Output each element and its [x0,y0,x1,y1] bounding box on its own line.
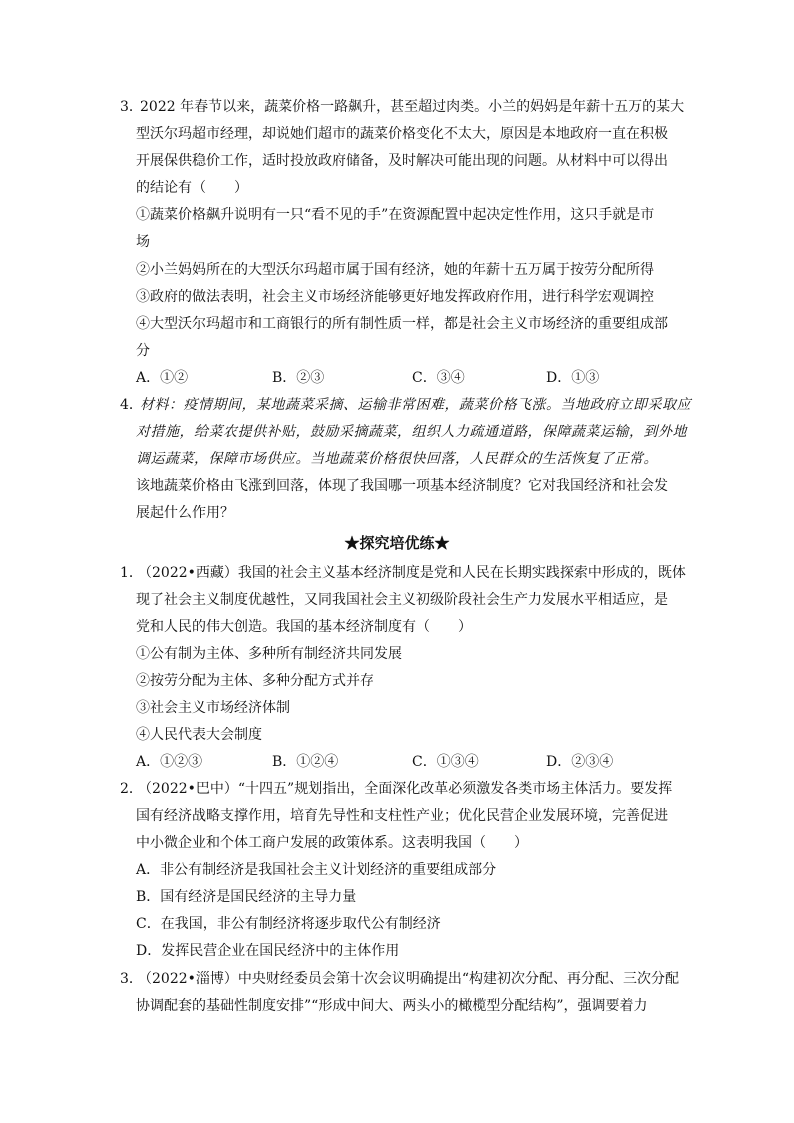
option-c[interactable]: C．①③④ [412,754,479,770]
question-number: 4． [120,397,143,413]
option-c[interactable]: C．③④ [412,370,465,386]
statement-item: ④人民代表大会制度 [136,727,262,743]
question-stem-line: （2022•巴中）“十四五”规划指出，全面深化改革必须激发各类市场主体活力。要发挥 [138,781,673,797]
option-b[interactable]: B．①②④ [272,754,339,770]
answer-options [136,751,656,778]
question-stem-line: 国有经济战略支撑作用，培育先导性和支柱性产业；优化民营企业发展环境，完善促进 [136,808,668,824]
option-d[interactable]: D．发挥民营企业在国民经济中的主体作用 [136,943,400,959]
material-line: 调运蔬菜，保障市场供应。当地蔬菜价格很快回落，人民群众的生活恢复了正常。 [136,451,658,467]
question-number: 3． [120,99,143,115]
statement-item: 场 [136,234,150,250]
question-stem-line: 党和人民的伟大创造。我国的基本经济制度有（ ） [136,619,472,635]
statement-item: ③社会主义市场经济体制 [136,700,290,716]
question-stem-line: 型沃尔玛超市经理，却说她们超市的蔬菜价格变化不太大，原因是本地政府一直在积极 [136,126,668,142]
section-heading: ★探究培优练★ [344,534,450,552]
option-a[interactable]: A．①② [136,370,189,386]
question-stem-line: 现了社会主义制度优越性，又同我国社会主义初级阶段社会生产力发展水平相适应，是 [136,592,668,608]
option-b[interactable]: B．国有经济是国民经济的主导力量 [136,889,357,905]
question-number: 3． [120,971,143,987]
statement-item: ③政府的做法表明，社会主义市场经济能够更好地发挥政府作用，进行科学宏观调控 [136,289,654,305]
question-stem-line: 的结论有（ ） [136,180,248,196]
question-stem-line: （2022•西藏）我国的社会主义基本经济制度是党和人民在长期实践探索中形成的，既体 [138,565,686,581]
question-stem-line: 中小微企业和个体工商户发展的政策体系。这表明我国（ ） [136,835,528,851]
answer-options [136,367,656,394]
question-stem-line: 2022 年春节以来，蔬菜价格一路飙升，甚至超过肉类。小兰的妈妈是年薪十五万的某大 [140,99,685,115]
option-c[interactable]: C．在我国，非公有制经济将逐步取代公有制经济 [136,916,441,932]
statement-item: 分 [136,343,150,359]
option-d[interactable]: D．①③ [546,370,600,386]
question-stem-line: 开展保供稳价工作，适时投放政府储备，及时解决可能出现的问题。从材料中可以得出 [136,153,668,169]
option-d[interactable]: D．②③④ [546,754,614,770]
question-stem-line: （2022•淄博）中央财经委员会第十次会议明确提出“构建初次分配、再分配、三次分配 [138,971,680,987]
option-b[interactable]: B．②③ [272,370,325,386]
statement-item: ①公有制为主体、多种所有制经济共同发展 [136,646,402,662]
question-prompt-line: 展起什么作用？ [136,505,234,521]
statement-item: ②按劳分配为主体、多种分配方式并存 [136,673,374,689]
option-a[interactable]: A．①②③ [136,754,203,770]
statement-item: ②小兰妈妈所在的大型沃尔玛超市属于国有经济，她的年薪十五万属于按劳分配所得 [136,262,654,278]
question-number: 1． [120,565,143,581]
question-prompt-line: 该地蔬菜价格由飞涨到回落，体现了我国哪一项基本经济制度？它对我国经济和社会发 [136,478,668,494]
statement-item: ①蔬菜价格飙升说明有一只“看不见的手”在资源配置中起决定性作用，这只手就是市 [136,207,655,223]
question-stem-line: 协调配套的基础性制度安排”“形成中间大、两头小的橄榄型分配结构”，强调要着力 [136,998,648,1014]
material-line: 对措施，给菜农提供补贴，鼓励采摘蔬菜，组织人力疏通道路，保障蔬菜运输，到外地 [136,424,687,440]
option-a[interactable]: A．非公有制经济是我国社会主义计划经济的重要组成部分 [136,862,497,878]
statement-item: ④大型沃尔玛超市和工商银行的所有制性质一样，都是社会主义市场经济的重要组成部 [136,316,668,332]
material-line: 材料：疫情期间，某地蔬菜采摘、运输非常困难，蔬菜价格飞涨。当地政府立即采取应 [140,397,691,413]
question-number: 2． [120,781,143,797]
